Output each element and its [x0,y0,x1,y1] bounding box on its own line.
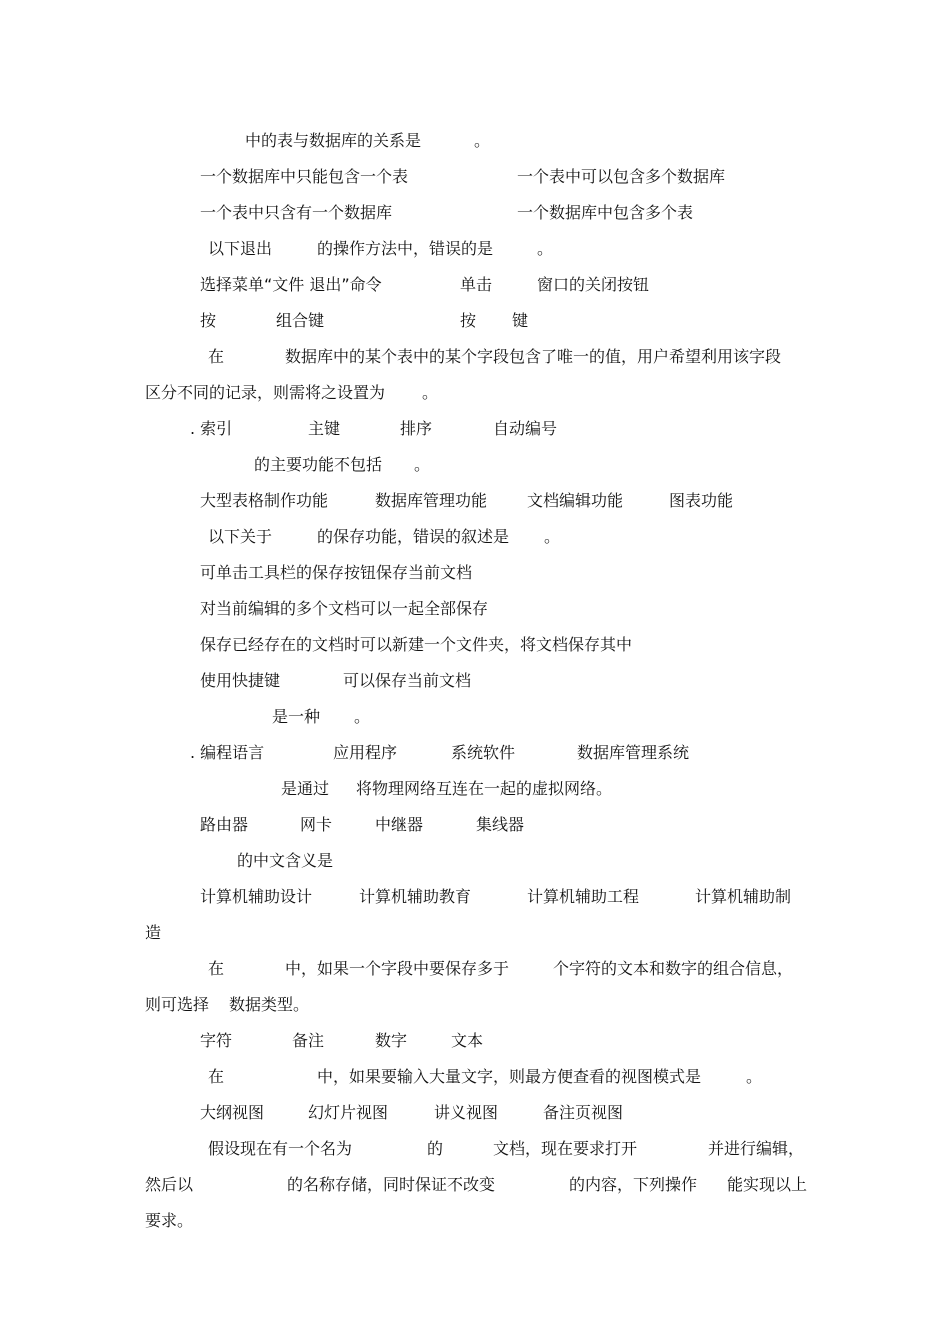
document-text-fragment: 的 [427,1139,444,1158]
document-text-fragment: 选择菜单“文件 退出”命令 [200,275,382,294]
document-text-fragment: 的内容，下列操作 [569,1175,698,1194]
document-text-fragment: 计算机辅助制 [695,887,792,906]
document-text-fragment: 可单击工具栏的保存按钮保存当前文档 [200,563,473,582]
document-text-fragment: 字符 [200,1031,233,1050]
document-text-fragment: 要求。 [145,1211,194,1230]
document-text-fragment: 能实现以上 [727,1175,808,1194]
document-text-fragment: 造 [145,923,162,942]
document-text-fragment: 数据库管理系统 [577,743,690,762]
document-text-fragment: 备注页视图 [543,1103,624,1122]
document-text-fragment: 。 [422,383,439,402]
document-text-fragment: 文本 [451,1031,484,1050]
document-text-fragment: 路由器 [200,815,249,834]
document-text-fragment: 并进行编辑， [708,1139,805,1158]
document-text-fragment: 一个表中可以包含多个数据库 [517,167,726,186]
document-text-fragment: 中，如果一个字段中要保存多于 [285,959,510,978]
document-text-fragment: 的中文含义是 [237,851,334,870]
document-text-fragment: 对当前编辑的多个文档可以一起全部保存 [200,599,489,618]
document-text-fragment: 自动编号 [493,419,558,438]
document-text-fragment: 按 [460,311,477,330]
document-text-fragment: 中继器 [375,815,424,834]
document-text-fragment: 按 [200,311,217,330]
document-text-fragment: 系统软件 [451,743,516,762]
document-text-fragment: 网卡 [300,815,333,834]
document-text-fragment: 数据类型。 [229,995,310,1014]
document-text-fragment: 窗口的关闭按钮 [537,275,650,294]
document-text-fragment: 中，如果要输入大量文字，则最方便查看的视图模式是 [317,1067,702,1086]
document-text-fragment: 数据库中的某个表中的某个字段包含了唯一的值，用户希望利用该字段 [285,347,782,366]
document-text-fragment: 文档，现在要求打开 [493,1139,638,1158]
document-text-fragment: 计算机辅助设计 [200,887,313,906]
document-text-fragment: 个字符的文本和数字的组合信息， [553,959,794,978]
document-text-fragment: 在 [208,347,225,366]
document-text-fragment: 数据库管理功能 [375,491,488,510]
document-text-fragment: 计算机辅助工程 [527,887,640,906]
document-text-fragment: 在 [208,1067,225,1086]
document-text-fragment: 保存已经存在的文档时可以新建一个文件夹，将文档保存其中 [200,635,633,654]
document-text-fragment: 键 [512,311,529,330]
document-text-fragment: 中的表与数据库的关系是 [245,131,422,150]
document-text-fragment: 假设现在有一个名为 [208,1139,353,1158]
document-text-fragment: 文档编辑功能 [527,491,624,510]
document-text-fragment: 单击 [460,275,493,294]
document-text-fragment: 组合键 [276,311,325,330]
document-text-fragment: 可以保存当前文档 [343,671,472,690]
document-text-fragment: 区分不同的记录，则需将之设置为 [145,383,386,402]
document-text-fragment: 。 [746,1067,763,1086]
document-text-fragment: 集线器 [476,815,525,834]
document-text-fragment: 。 [354,707,371,726]
document-text-fragment: 将物理网络互连在一起的虚拟网络。 [356,779,613,798]
document-text-fragment: . 索引 [190,419,233,438]
document-text-fragment: 大型表格制作功能 [200,491,329,510]
document-text-fragment: 一个数据库中只能包含一个表 [200,167,409,186]
document-text-fragment: 的名称存储，同时保证不改变 [287,1175,496,1194]
document-text-fragment: 是通过 [281,779,330,798]
document-text-fragment: 讲义视图 [434,1103,499,1122]
document-text-fragment: 然后以 [145,1175,194,1194]
document-text-fragment: 幻灯片视图 [308,1103,389,1122]
document-text-fragment: 。 [537,239,554,258]
document-text-fragment: 主键 [308,419,341,438]
document-text-fragment: 备注 [292,1031,325,1050]
document-text-fragment: 大纲视图 [200,1103,265,1122]
document-text-fragment: 在 [208,959,225,978]
document-text-fragment: 。 [414,455,431,474]
document-text-fragment: 以下退出 [208,239,273,258]
document-text-fragment: 是一种 [272,707,321,726]
document-text-fragment: 图表功能 [669,491,734,510]
document-text-fragment: 。 [474,131,491,150]
document-text-fragment: 的操作方法中，错误的是 [317,239,494,258]
document-text-fragment: 一个表中只含有一个数据库 [200,203,393,222]
document-text-fragment: 的保存功能，错误的叙述是 [317,527,510,546]
document-text-fragment: 应用程序 [333,743,398,762]
document-text-fragment: 以下关于 [208,527,273,546]
document-text-fragment: 计算机辅助教育 [359,887,472,906]
document-text-fragment: 数字 [375,1031,408,1050]
document-text-fragment: 的主要功能不包括 [254,455,383,474]
document-text-fragment: 。 [544,527,561,546]
document-text-fragment: 一个数据库中包含多个表 [517,203,694,222]
document-text-fragment: 则可选择 [145,995,210,1014]
document-text-fragment: 排序 [400,419,433,438]
document-text-fragment: . 编程语言 [190,743,265,762]
document-text-fragment: 使用快捷键 [200,671,281,690]
